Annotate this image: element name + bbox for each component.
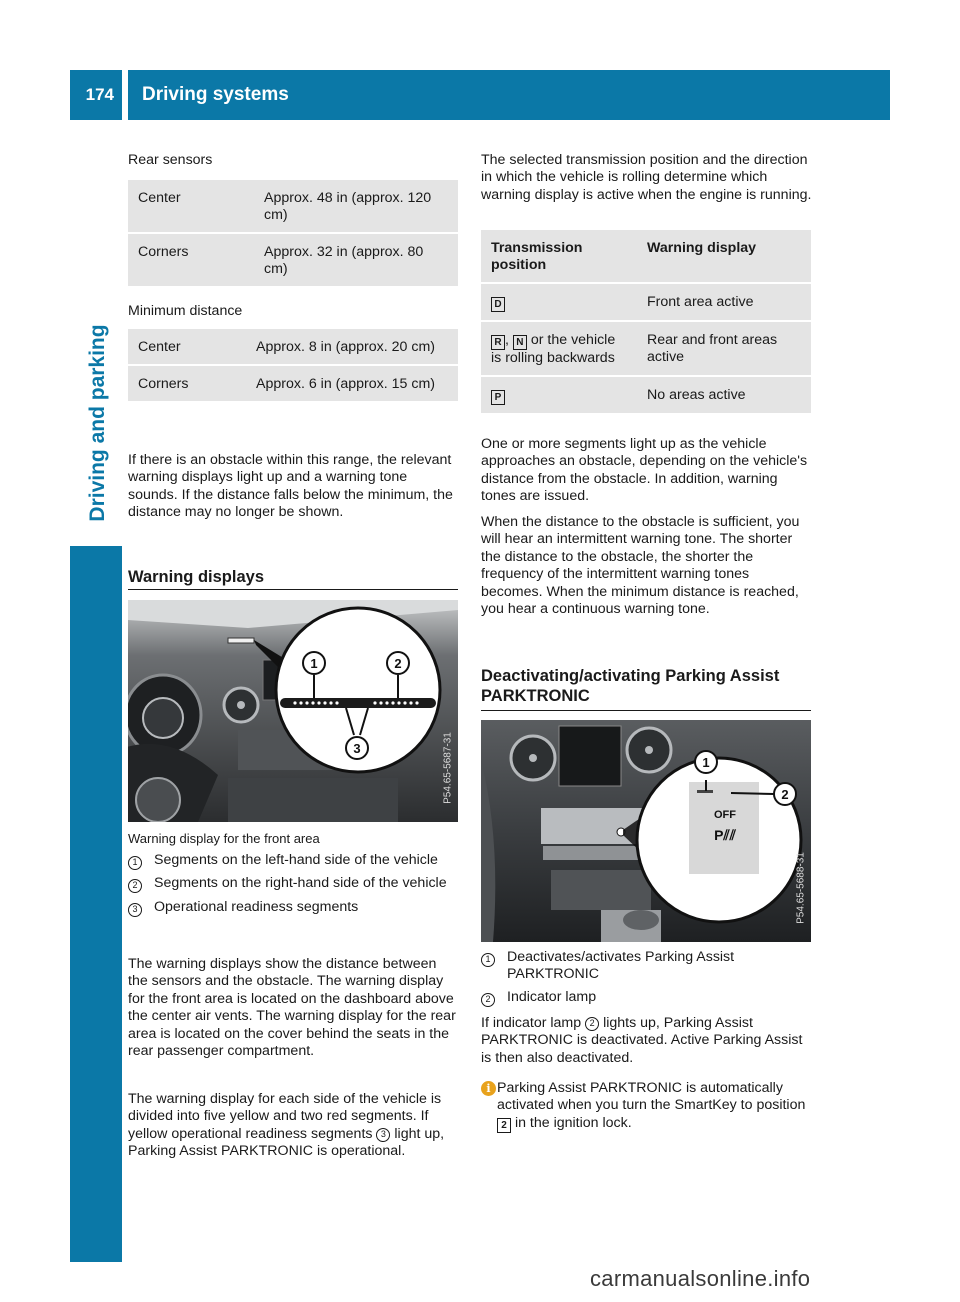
minimum-distance-label: Minimum distance <box>128 303 243 319</box>
list-item <box>481 989 813 1007</box>
warning-paragraph-2 <box>128 1091 460 1161</box>
table-row <box>128 329 458 364</box>
marker: 2 <box>585 1017 599 1031</box>
list-item-text: Indicator lamp <box>507 988 597 1005</box>
minimum-distance-table <box>128 327 458 403</box>
transmission-table <box>481 228 811 415</box>
rear-sensors-table <box>128 178 458 288</box>
heading-rule <box>128 589 458 590</box>
gear-key: D <box>491 297 505 312</box>
transmission-intro: The selected transmission position and the direction in which the vehicle is rolling determine which warning display is active when the engine is running. <box>481 152 812 203</box>
info-note <box>497 1080 813 1133</box>
gear-key: P <box>491 390 505 405</box>
table-cell <box>481 284 637 320</box>
ignition-position-key: 2 <box>497 1118 511 1133</box>
text-run: in the ignition lock. <box>514 1114 632 1131</box>
table-cell: Center <box>128 180 254 232</box>
list-item <box>128 875 460 893</box>
marker: 3 <box>376 1128 390 1142</box>
marker: 3 <box>128 903 142 917</box>
figure-caption: Warning display for the front area <box>128 831 320 846</box>
list-item <box>128 899 460 917</box>
table-row <box>128 366 458 401</box>
table-cell: Approx. 6 in (approx. 15 cm) <box>246 366 458 401</box>
marker: 1 <box>481 953 495 967</box>
info-icon: i <box>481 1079 501 1097</box>
deactivating-heading: Deactivating/activating Parking Assist PARKTRONIC <box>481 667 780 705</box>
warning-displays-heading: Warning displays <box>128 568 264 586</box>
text-run: lights up, Parking Assist PARKTRONIC is deactivated. Active Parking Assist is then also deactivated. <box>481 1015 803 1066</box>
gear-key: R <box>491 335 505 350</box>
table-cell: No areas active <box>637 377 811 413</box>
warning-paragraph-1: The warning displays show the distance between the sensors and the obstacle. The warning display for the front area is located on the dashboard above the center air vents. The warning display for the rear area is located on the cover behind the seats in the rear passenger compartment. <box>128 956 456 1060</box>
text-run: The warning display for each side of the vehicle is divided into five yellow and two red segments. If yellow operational readiness segments <box>128 1091 442 1142</box>
center-console-illustration <box>481 720 811 942</box>
table-cell: Corners <box>128 234 254 286</box>
list-item <box>128 852 460 870</box>
chapter-tab <box>78 308 118 538</box>
table-cell: Front area active <box>637 284 811 320</box>
list-item-text: Segments on the left-hand side of the vehicle <box>154 852 438 868</box>
warning-display-figure <box>128 600 458 822</box>
text-run: Parking Assist PARKTRONIC is automatically activated when you turn the SmartKey to position <box>497 1080 806 1114</box>
column-header: Transmission position <box>481 230 637 282</box>
parktronic-figure <box>481 720 811 942</box>
table-cell: R , N or the vehicle is rolling backwards <box>481 322 637 375</box>
svg-text:2: 2 <box>394 656 402 671</box>
legend-list <box>481 949 813 1007</box>
segments-paragraph: One or more segments light up as the vehicle approaches an obstacle, depending on the vehicle's distance from the obstacle. In addition, warning tones are issued. <box>481 436 808 505</box>
svg-text:1: 1 <box>310 656 318 671</box>
rear-sensors-label: Rear sensors <box>128 152 213 168</box>
table-row <box>481 322 811 375</box>
gear-key: N <box>513 335 527 350</box>
obstacle-paragraph: If there is an obstacle within this range, the relevant warning displays light up and a warning tone sounds. If the distance falls below the minimum, the distance may no longer be shown. <box>128 452 453 521</box>
column-header: Warning display <box>637 230 811 282</box>
text-run: If indicator lamp <box>481 1015 582 1031</box>
text-run: light up, Parking Assist PARKTRONIC is operational. <box>128 1125 445 1160</box>
indicator-paragraph <box>481 1015 813 1067</box>
figure-code: P54.65-5687-31 <box>442 732 454 804</box>
marker: 1 <box>128 856 142 870</box>
dashboard-illustration <box>128 600 458 822</box>
svg-text:2: 2 <box>781 787 789 802</box>
table-row <box>481 377 811 413</box>
table-cell <box>481 377 637 413</box>
svg-text:3: 3 <box>353 741 361 756</box>
table-cell: Approx. 8 in (approx. 20 cm) <box>246 329 458 364</box>
off-label: OFF <box>714 809 736 821</box>
table-cell: Center <box>128 329 246 364</box>
table-cell: Rear and front areas active <box>637 322 811 375</box>
table-header-row <box>481 230 811 282</box>
table-row <box>128 180 458 232</box>
marker: 2 <box>481 993 495 1007</box>
table-row <box>481 284 811 320</box>
marker: 2 <box>128 879 142 893</box>
svg-text:1: 1 <box>702 755 710 770</box>
tone-paragraph: When the distance to the obstacle is sufficient, you will hear an intermittent warning tone. The shorter the distance to the obstacle, the shorter the frequency of the intermittent warning tones becomes. When the minimum distance is reached, you hear a continuous warning tone. <box>481 514 800 618</box>
legend-list <box>128 852 460 917</box>
watermark: carmanualsonline.info <box>590 1266 811 1291</box>
table-cell: Approx. 48 in (approx. 120 cm) <box>254 180 458 232</box>
heading-rule <box>481 710 811 711</box>
list-item <box>481 949 813 984</box>
text-run: or the vehicle is rolling backwards <box>491 332 616 366</box>
figure-code: P54.65-5688-31 <box>795 852 807 924</box>
table-cell: Approx. 32 in (approx. 80 cm) <box>254 234 458 286</box>
table-cell: Corners <box>128 366 246 401</box>
list-item-text: Operational readiness segments <box>154 898 359 915</box>
chapter-tab-bar <box>70 546 122 1262</box>
parking-icon: P⫽⫽ <box>714 827 736 843</box>
list-item-text: Segments on the right-hand side of the vehicle <box>154 875 447 892</box>
table-row <box>128 234 458 286</box>
chapter-tab-label: Driving and parking <box>86 324 109 522</box>
page-number: 174 <box>70 70 122 120</box>
list-item-text: Deactivates/activates Parking Assist PARKTRONIC <box>507 949 735 983</box>
section-title: Driving systems <box>128 70 890 120</box>
